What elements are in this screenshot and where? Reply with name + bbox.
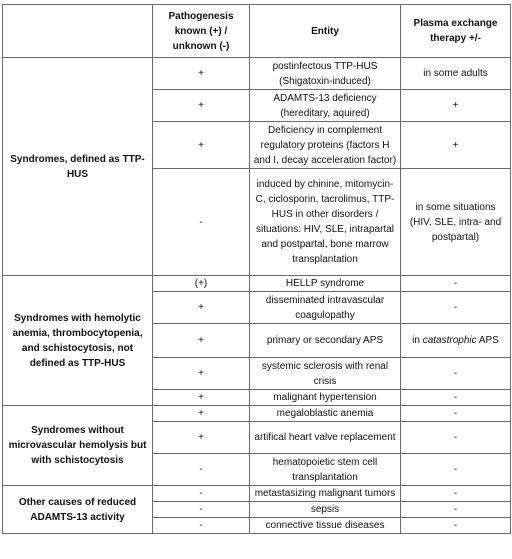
pathogenesis-cell: + [153, 390, 250, 406]
entity-cell: ADAMTS-13 deficiency (hereditary, aquired) [250, 90, 401, 122]
table-row [3, 276, 511, 292]
table-row [3, 406, 511, 422]
therapy-cell [401, 324, 511, 358]
entity-cell: artifical heart valve replacement [250, 422, 401, 454]
entity-cell: HELLP syndrome [250, 276, 401, 292]
header-entity: Entity [250, 5, 401, 58]
entity-cell: sepsis [250, 502, 401, 518]
therapy-cell: - [401, 486, 511, 502]
therapy-cell: - [401, 518, 511, 534]
table-row [3, 58, 511, 90]
entity-cell: induced by chinine, mitomycin-C, ciclosporin, tacrolimus, TTP-HUS in other disorders / situations: HIV, SLE, intrapartal and postpartal, bone marrow transplantation [250, 169, 401, 276]
therapy-cell: - [401, 454, 511, 486]
pathogenesis-cell: + [153, 90, 250, 122]
pathogenesis-cell: + [153, 406, 250, 422]
therapy-cell: in some adults [401, 58, 511, 90]
header-plasma-exchange: Plasma exchange therapy +/- [401, 5, 511, 58]
pathogenesis-cell: + [153, 58, 250, 90]
entity-cell: disseminated intravascular coagulopathy [250, 292, 401, 324]
pathogenesis-cell: - [153, 486, 250, 502]
pathogenesis-cell: - [153, 454, 250, 486]
group-label: Syndromes without microvascular hemolysis but with schistocytosis [3, 406, 153, 486]
pathogenesis-cell: - [153, 502, 250, 518]
therapy-cell: - [401, 390, 511, 406]
therapy-cell: - [401, 292, 511, 324]
therapy-suffix: APS [476, 335, 499, 346]
therapy-prefix: in [412, 335, 423, 346]
entity-cell: postinfectous TTP-HUS (Shigatoxin-induced) [250, 58, 401, 90]
pathogenesis-cell: + [153, 324, 250, 358]
entity-cell: systemic sclerosis with renal crisis [250, 358, 401, 390]
therapy-cell: + [401, 90, 511, 122]
pathogenesis-cell: + [153, 422, 250, 454]
entity-cell: connective tissue diseases [250, 518, 401, 534]
entity-cell: metastasizing malignant tumors [250, 486, 401, 502]
group-label: Syndromes with hemolytic anemia, thrombocytopenia, and schistocytosis, not defined as TTP-HUS [3, 276, 153, 406]
therapy-cell: - [401, 502, 511, 518]
ttp-hus-table [2, 4, 511, 534]
group-label: Syndromes, defined as TTP-HUS [3, 58, 153, 276]
pathogenesis-cell: + [153, 292, 250, 324]
therapy-cell: in some situations (HIV, SLE, intra- and postpartal) [401, 169, 511, 276]
header-pathogenesis: Pathogenesis known (+) / unknown (-) [153, 5, 250, 58]
therapy-cell: - [401, 358, 511, 390]
therapy-cell: - [401, 422, 511, 454]
header-blank [3, 5, 153, 58]
pathogenesis-cell: + [153, 358, 250, 390]
entity-cell: Deficiency in complement regulatory proteins (factors H and I, decay acceleration factor) [250, 122, 401, 169]
entity-cell: primary or secondary APS [250, 324, 401, 358]
pathogenesis-cell: (+) [153, 276, 250, 292]
pathogenesis-cell: - [153, 518, 250, 534]
header-row [3, 5, 511, 58]
pathogenesis-cell: + [153, 122, 250, 169]
entity-cell: megaloblastic anemia [250, 406, 401, 422]
entity-cell: malignant hypertension [250, 390, 401, 406]
therapy-emphasis: catastrophic [422, 335, 477, 346]
entity-cell: hematopoietic stem cell transplantation [250, 454, 401, 486]
therapy-cell: - [401, 406, 511, 422]
group-label: Other causes of reduced ADAMTS-13 activity [3, 486, 153, 534]
table-row [3, 486, 511, 502]
therapy-cell: - [401, 276, 511, 292]
pathogenesis-cell: - [153, 169, 250, 276]
therapy-cell: + [401, 122, 511, 169]
